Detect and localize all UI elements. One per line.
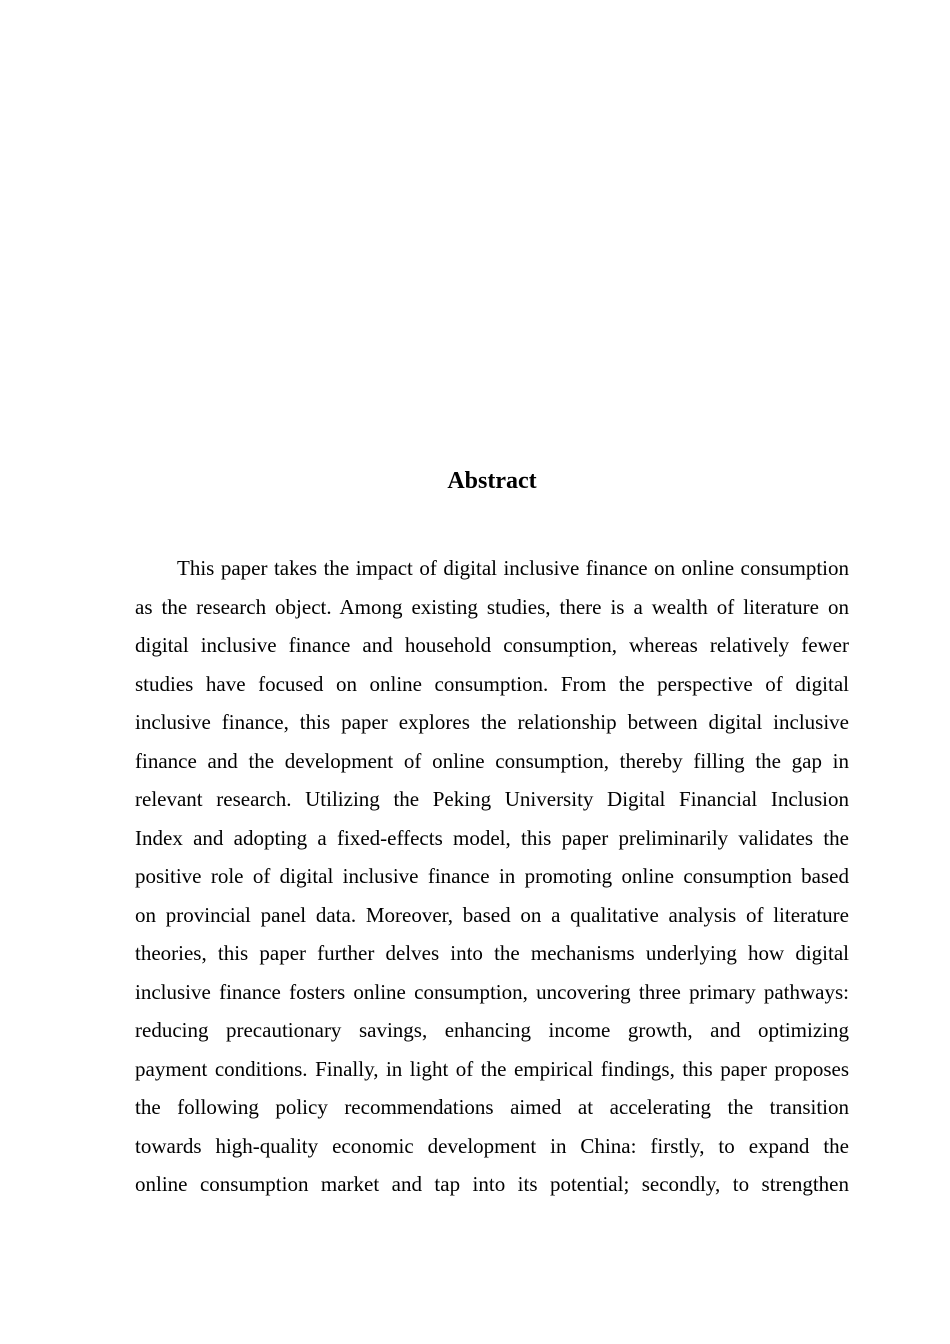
paragraph-line: online consumption market and tap into its potential; secondly, to strengthen: [135, 1172, 849, 1196]
paragraph-line: on provincial panel data. Moreover, based on a qualitative analysis of literature: [135, 902, 849, 927]
paragraph-line: payment conditions. Finally, in light of the empirical findings, this paper proposes: [135, 1056, 849, 1081]
abstract-heading: Abstract: [447, 468, 537, 494]
paragraph-line: Index and adopting a fixed-effects model, this paper preliminarily validates the: [135, 825, 849, 850]
paragraph-line: towards high-quality economic development in China: firstly, to expand the: [135, 1133, 849, 1158]
paragraph-line: studies have focused on online consumption. From the perspective of digital: [135, 671, 849, 696]
paragraph-line: reducing precautionary savings, enhancing income growth, and optimizing: [135, 1018, 849, 1042]
paragraph-line: the following policy recommendations aimed at accelerating the transition: [135, 1095, 849, 1119]
paragraph-line: inclusive finance fosters online consumption, uncovering three primary pathways:: [135, 979, 849, 1004]
paragraph-line: theories, this paper further delves into the mechanisms underlying how digital: [135, 941, 849, 965]
paragraph-line: as the research object. Among existing studies, there is a wealth of literature on: [135, 594, 849, 619]
paragraph-line: finance and the development of online consumption, thereby filling the gap in: [135, 748, 849, 773]
paragraph-line: positive role of digital inclusive finance in promoting online consumption based: [135, 864, 849, 888]
paragraph-line: This paper takes the impact of digital inclusive finance on online consumption: [177, 556, 849, 580]
paragraph-line: digital inclusive finance and household consumption, whereas relatively fewer: [135, 633, 849, 657]
abstract-paragraph: [135, 549, 849, 1204]
paragraph-line: inclusive finance, this paper explores the relationship between digital inclusive: [135, 710, 849, 734]
paragraph-line: relevant research. Utilizing the Peking University Digital Financial Inclusion: [135, 787, 849, 811]
